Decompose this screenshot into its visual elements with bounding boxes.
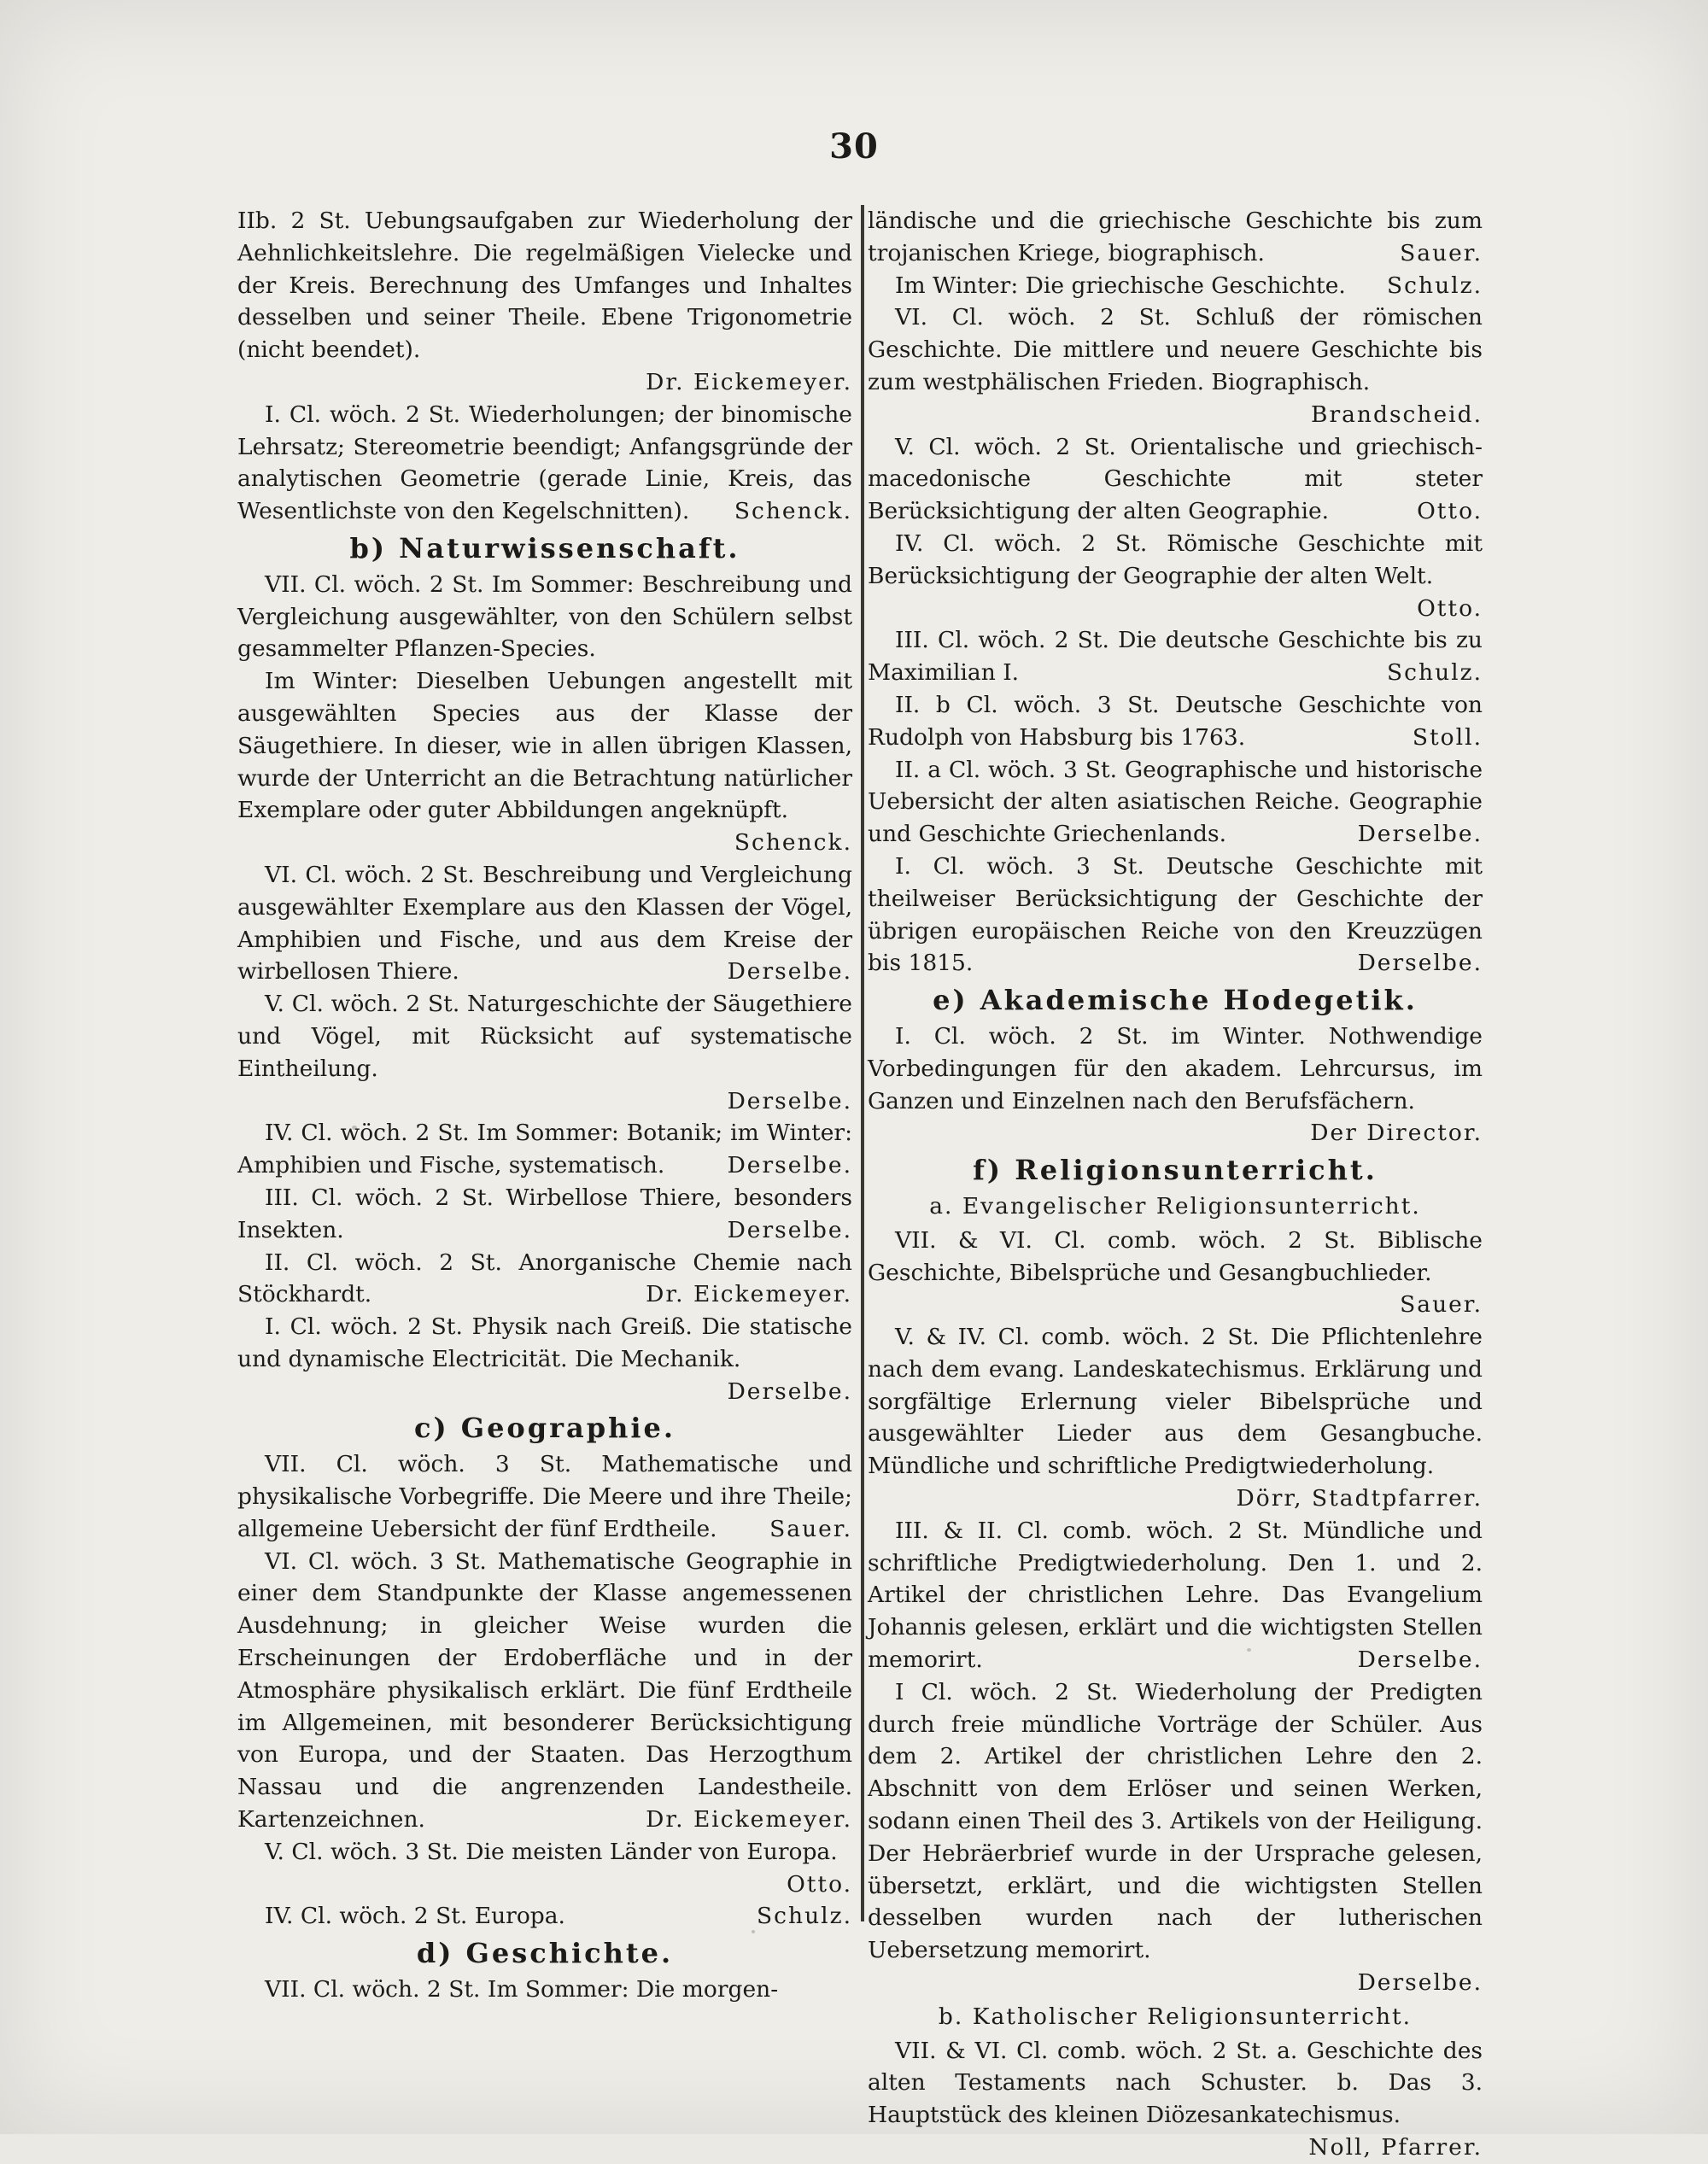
course-entry <box>868 1225 1483 1321</box>
course-entry <box>237 1974 852 2006</box>
course-entry <box>868 754 1483 851</box>
subsection-heading: a. Evangelischer Religionsunterricht. <box>929 1192 1421 1219</box>
paper-speck <box>352 1126 357 1130</box>
teacher-name: Schulz. <box>1387 659 1483 687</box>
course-text: I. Cl. wöch. 2 St. Physik nach Greiß. Die statische und dynamische Electricität. Die Mechanik. <box>237 1313 852 1372</box>
teacher-name: Otto. <box>787 1870 852 1898</box>
course-entry <box>237 988 852 1085</box>
course-text: V. Cl. wöch. 3 St. Die meisten Länder von Europa. <box>265 1838 838 1865</box>
column-divider <box>861 205 864 1921</box>
course-text: Im Winter: Dieselben Uebungen angestellt mit ausgewählten Species aus der Klasse der Säugethiere. In dieser, wie in allen übrigen Klassen, wurde der Unterricht an die Betrachtung natürlicher Exemplare oder guter Abbildungen angeknüpft. <box>237 668 852 824</box>
course-text: III. Cl. wöch. 2 St. Wirbellose Thiere, besonders Insekten. <box>237 1184 852 1243</box>
course-text: VII. Cl. wöch. 3 St. Mathematische und physikalische Vorbegriffe. Die Meere und ihre Theile; allgemeine Uebersicht der fünf Erdtheile. <box>237 1451 852 1542</box>
teacher-name: Derselbe. <box>727 1377 852 1405</box>
course-text: VI. Cl. wöch. 2 St. Schluß der römischen Geschichte. Die mittlere und neuere Geschichte bis zum westphälischen Frieden. Biographisch. <box>868 304 1483 395</box>
teacher-name: Derselbe. <box>1357 1969 1483 1997</box>
paper-speck <box>752 1930 755 1933</box>
course-text: IIb. 2 St. Uebungsaufgaben zur Wiederholung der Aehnlichkeitslehre. Die regelmäßigen Vielecke und der Kreis. Berechnung des Umfanges und Inhaltes desselben und seiner Theile. Ebene Trigonometrie (nicht beendet). <box>237 208 852 364</box>
course-text: VII. Cl. wöch. 2 St. Im Sommer: Die morgen- <box>265 1976 779 2003</box>
teacher-name: Sauer. <box>1400 239 1483 266</box>
course-entry <box>868 624 1483 689</box>
course-entry <box>237 205 852 366</box>
section-heading: c) Geographie. <box>413 1412 676 1445</box>
teacher-name: Dörr, Stadtpfarrer. <box>1236 1485 1483 1512</box>
teacher-name: Noll, Pfarrer. <box>1308 2134 1483 2161</box>
course-entry <box>237 1836 852 1869</box>
course-text: V. & IV. Cl. comb. wöch. 2 St. Die Pflichtenlehre nach dem evang. Landeskatechismus. Erklärung und sorgfältige Erlernung vieler Bibelsprüche und ausgewählter Lieder aus dem Gesangbuche. Mündliche und schriftliche Predigtwiederholung. <box>868 1324 1483 1480</box>
course-text: I Cl. wöch. 2 St. Wiederholung der Predigten durch freie mündliche Vorträge der Schüler. Aus dem 2. Artikel der christlichen Lehre den 2. Abschnitt von dem Erlöser und seinen Werken, sodann einen Theil des 3. Artikels von der Heiligung. Der Hebräerbrief wurde in der Ursprache gelesen, übersetzt, erklärt, und die wichtigsten Stellen desselben wurden nach der lutherischen Uebersetzung memorirt. <box>868 1678 1483 1964</box>
course-entry <box>237 1117 852 1182</box>
course-text: I. Cl. wöch. 2 St. Wiederholungen; der binomische Lehrsatz; Stereometrie beendigt; Anfangsgründe der analytischen Geometrie (gerade Linie, Kreis, das Wesentlichste von den Kegelschnitten). <box>237 401 852 525</box>
course-entry <box>868 1515 1483 1676</box>
course-text: I. Cl. wöch. 2 St. im Winter. Nothwendige Vorbedingungen für den akadem. Lehrcursus, im Ganzen und Einzelnen nach den Berufsfächern. <box>868 1022 1483 1114</box>
course-entry <box>868 1321 1483 1515</box>
course-entry <box>237 665 852 859</box>
course-entry <box>868 1676 1483 1967</box>
course-entry <box>868 431 1483 528</box>
course-text: Im Winter: Die griechische Geschichte. <box>895 272 1346 299</box>
course-text: III. Cl. wöch. 2 St. Die deutsche Geschichte bis zu Maximilian I. <box>868 627 1483 687</box>
course-entry <box>237 859 852 988</box>
teacher-name: Derselbe. <box>1357 1646 1483 1674</box>
course-entry <box>237 1900 852 1933</box>
teacher-name: Sauer. <box>1400 1291 1483 1319</box>
course-text: II. Cl. wöch. 2 St. Anorganische Chemie nach Stöckhardt. <box>237 1249 852 1308</box>
teacher-name: Derselbe. <box>1357 821 1483 848</box>
teacher-name: Dr. Eickemeyer. <box>646 368 852 395</box>
course-entry <box>237 399 852 528</box>
teacher-name: Dr. Eickemeyer. <box>646 1281 852 1308</box>
course-text: V. Cl. wöch. 2 St. Naturgeschichte der Säugethiere und Vögel, mit Rücksicht auf systematische Eintheilung. <box>237 991 852 1082</box>
teacher-name: Derselbe. <box>727 1216 852 1243</box>
course-entry <box>237 1182 852 1247</box>
section-heading: b) Naturwissenschaft. <box>349 531 740 564</box>
course-text: I. Cl. wöch. 3 St. Deutsche Geschichte mit theilweiser Berücksichtigung der Geschichte der übrigen europäischen Reiche von den Kreuzzügen bis 1815. <box>868 852 1483 977</box>
course-entry <box>868 270 1483 302</box>
teacher-name: Otto. <box>1417 594 1483 622</box>
teacher-name: Brandscheid. <box>1310 401 1483 428</box>
course-entry <box>868 851 1483 980</box>
teacher-name: Schulz. <box>1387 272 1483 299</box>
teacher-name: Der Director. <box>1310 1120 1483 1147</box>
teacher-name: Schenck. <box>734 498 852 525</box>
teacher-name: Sauer. <box>769 1515 852 1542</box>
teacher-name: Derselbe. <box>727 1152 852 1179</box>
teacher-name: Derselbe. <box>1357 950 1483 977</box>
course-text: V. Cl. wöch. 2 St. Orientalische und griechisch-macedonische Geschichte mit steter Berücksichtigung der alten Geographie. <box>868 433 1483 525</box>
course-entry <box>237 1247 852 1312</box>
course-text: IV. Cl. wöch. 2 St. Im Sommer: Botanik; im Winter: Amphibien und Fische, systematisch. <box>237 1120 852 1179</box>
page-number: 30 <box>829 126 879 167</box>
course-entry <box>868 689 1483 754</box>
course-entry <box>237 1448 852 1545</box>
paper-speck <box>1247 1648 1251 1652</box>
course-text: VI. Cl. wöch. 2 St. Beschreibung und Vergleichung ausgewählter Exemplare aus den Klassen der Vögel, Amphibien und Fische, und aus dem Kreise der wirbellosen Thiere. <box>237 861 852 985</box>
course-text: III. & II. Cl. comb. wöch. 2 St. Mündliche und schriftliche Predigtwiederholung. Den 1. und 2. Artikel der christlichen Lehre. Das Evangelium Johannis gelesen, erklärt und die wichtigsten Stellen memorirt. <box>868 1517 1483 1674</box>
course-text: VII. & VI. Cl. comb. wöch. 2 St. Biblische Geschichte, Bibelsprüche und Gesangbuchlieder. <box>868 1226 1483 1286</box>
course-entry <box>237 1311 852 1407</box>
course-entry <box>868 2035 1483 2164</box>
teacher-name: Derselbe. <box>727 1087 852 1114</box>
left-column <box>237 205 852 2006</box>
course-text: II. a Cl. wöch. 3 St. Geographische und historische Uebersicht der alten asiatischen Reiche. Geographie und Geschichte Griechenlands. <box>868 756 1483 848</box>
section-heading: e) Akademische Hodegetik. <box>933 984 1418 1017</box>
section-heading: f) Religionsunterricht. <box>973 1154 1378 1187</box>
course-text: II. b Cl. wöch. 3 St. Deutsche Geschichte von Rudolph von Habsburg bis 1763. <box>868 691 1483 751</box>
course-text: VII. & VI. Cl. comb. wöch. 2 St. a. Geschichte des alten Testaments nach Schuster. b. Das 3. Hauptstück des kleinen Diözesankatechismus. <box>868 2037 1483 2129</box>
course-text: VI. Cl. wöch. 3 St. Mathematische Geographie in einer dem Standpunkte der Klasse angemessenen Ausdehnung; in gleicher Weise wurden die Erscheinungen der Erdoberfläche und in der Atmosphäre physikalisch erklärt. Die fünf Erdtheile im Allgemeinen, mit besonderer Berücksichtigung von Europa, und der Staaten. Das Herzogthum Nassau und die angrenzenden Landestheile. Kartenzeichnen. <box>237 1547 852 1834</box>
teacher-name: Otto. <box>1417 498 1483 525</box>
course-text: ländische und die griechische Geschichte bis zum trojanischen Kriege, biographisch. <box>868 208 1483 266</box>
course-entry <box>868 301 1483 430</box>
course-text: VII. Cl. wöch. 2 St. Im Sommer: Beschreibung und Vergleichung ausgewählter, von den Schülern selbst gesammelter Pflanzen-Species. <box>237 570 852 663</box>
course-entry <box>868 1021 1483 1149</box>
section-heading: d) Geschichte. <box>416 1937 674 1970</box>
course-entry <box>237 1546 852 1836</box>
course-entry <box>868 528 1483 624</box>
teacher-name: Schenck. <box>734 829 852 857</box>
right-column <box>868 205 1483 2164</box>
course-entry <box>868 205 1483 270</box>
course-text: IV. Cl. wöch. 2 St. Europa. <box>265 1903 565 1930</box>
subsection-heading: b. Katholischer Religionsunterricht. <box>938 2003 1413 2030</box>
teacher-name: Dr. Eickemeyer. <box>646 1806 852 1834</box>
course-text: IV. Cl. wöch. 2 St. Römische Geschichte mit Berücksichtigung der Geographie der alten Welt. <box>868 529 1483 589</box>
teacher-name: Stoll. <box>1412 723 1483 751</box>
course-entry <box>237 569 852 665</box>
teacher-name: Schulz. <box>757 1903 852 1930</box>
teacher-name: Derselbe. <box>727 958 852 985</box>
